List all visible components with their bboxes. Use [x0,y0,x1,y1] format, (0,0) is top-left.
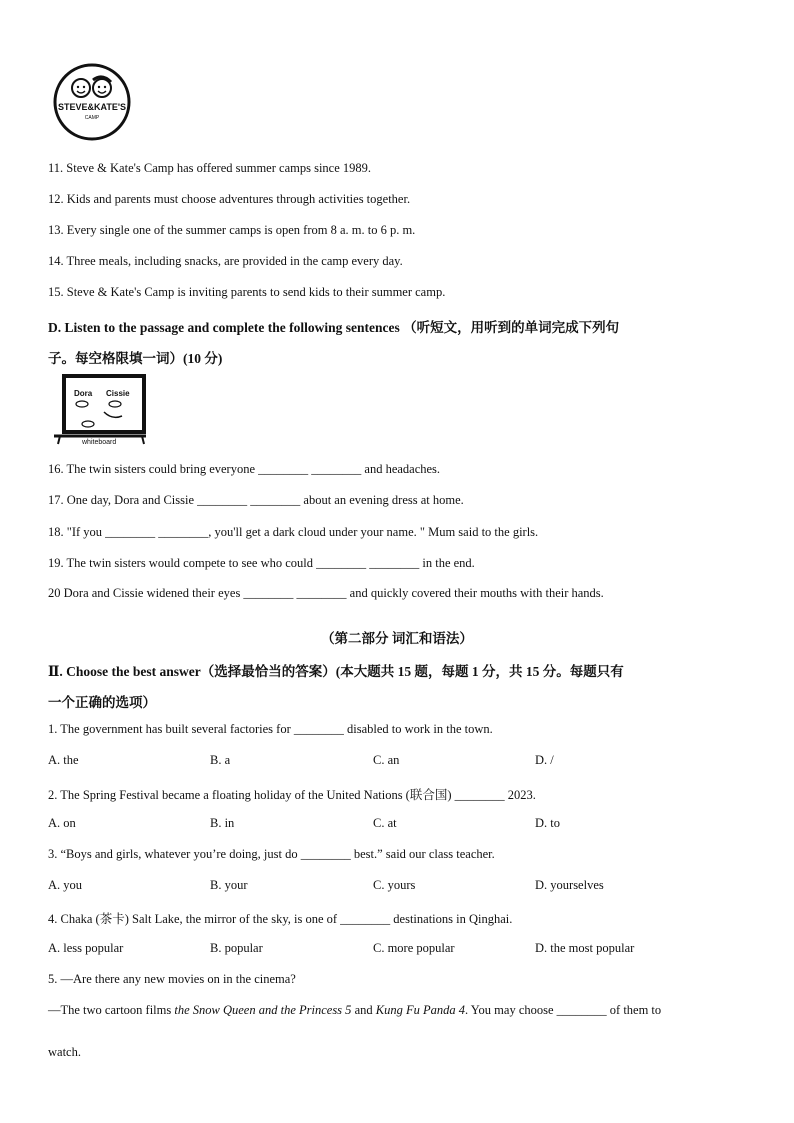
question-1-option-d[interactable]: D. / [535,753,554,767]
question-4-option-c[interactable]: C. more popular [373,941,455,955]
question-2-option-d[interactable]: D. to [535,816,560,830]
whiteboard-label: whiteboard [82,439,117,446]
section-d-heading: D. Listen to the passage and complete the following sentences （听短文，用听到的单词完成下列句 [48,320,620,335]
question-4-option-d[interactable]: D. the most popular [535,941,635,955]
blank-item-20: 20 Dora and Cissie widened their eyes ________ ________ and quickly covered their mouths with their hands. [48,586,604,600]
question-3-option-d[interactable]: D. yourselves [535,878,604,892]
camp-logo [52,62,132,142]
part-two-heading-cont: 一个正确的选项） [48,695,156,710]
question-5-line2 [48,1003,661,1018]
question-3-stem: 3. “Boys and girls, whatever you’re doing, just do ________ best.” said our class teacher. [48,847,495,861]
blank-item-19: 19. The twin sisters would compete to see who could ________ ________ in the end. [48,556,475,570]
question-5-line2-pre: —The two cartoon films [48,1003,175,1017]
question-3-option-b[interactable]: B. your [210,878,248,892]
question-5-line2-post: . You may choose ________ of them to [464,1003,662,1017]
question-1-stem: 1. The government has built several factories for ________ disabled to work in the town. [48,722,493,736]
part-two-heading: Ⅱ. Choose the best answer（选择最恰当的答案）(本大题共 15 题，每题 1 分，共 15 分。每题只有 [48,664,624,679]
question-1-option-a[interactable]: A. the [48,753,79,767]
question-1-option-b[interactable]: B. a [210,753,231,767]
whiteboard-name-dora: Dora [74,389,93,398]
whiteboard-illustration [52,374,148,446]
question-2-option-b[interactable]: B. in [210,816,235,830]
statement-11: 11. Steve & Kate's Camp has offered summer camps since 1989. [48,161,372,175]
movie-title-1: the Snow Queen and the Princess 5 [174,1003,352,1017]
part-two-title: （第二部分 词汇和语法） [321,631,473,646]
question-5-line3: watch. [48,1045,81,1059]
statement-14: 14. Three meals, including snacks, are provided in the camp every day. [48,254,403,268]
movie-title-2: Kung Fu Panda 4 [375,1003,465,1017]
logo-subtext: CAMP [84,115,100,121]
question-5-and: and [351,1003,376,1017]
question-4-stem: 4. Chaka (茶卡) Salt Lake, the mirror of the sky, is one of ________ destinations in Qinghai. [48,912,513,926]
question-4-option-b[interactable]: B. popular [210,941,263,955]
statement-13: 13. Every single one of the summer camps is open from 8 a. m. to 6 p. m. [48,223,416,237]
question-3-option-c[interactable]: C. yours [373,878,416,892]
question-2-option-c[interactable]: C. at [373,816,397,830]
question-3-option-a[interactable]: A. you [48,878,83,892]
blank-item-16: 16. The twin sisters could bring everyone ________ ________ and headaches. [48,462,441,476]
statement-15: 15. Steve & Kate's Camp is inviting parents to send kids to their summer camp. [48,285,446,299]
section-d-heading-cont: 子。每空格限填一词）(10 分) [48,351,223,366]
statement-12: 12. Kids and parents must choose adventures through activities together. [48,192,411,206]
blank-item-17: 17. One day, Dora and Cissie ________ ________ about an evening dress at home. [48,493,464,507]
blank-item-18: 18. "If you ________ ________, you'll get a dark cloud under your name. " Mum said to the girls. [48,525,539,539]
question-2-option-a[interactable]: A. on [48,816,76,830]
question-1-option-c[interactable]: C. an [373,753,400,767]
whiteboard-name-cissie: Cissie [106,389,130,398]
question-2-stem: 2. The Spring Festival became a floating holiday of the United Nations (联合国) ________ 2023. [48,788,536,802]
question-4-option-a[interactable]: A. less popular [48,941,124,955]
logo-text: STEVE&KATE'S [58,102,126,112]
question-5-line1: 5. —Are there any new movies on in the cinema? [48,972,296,986]
